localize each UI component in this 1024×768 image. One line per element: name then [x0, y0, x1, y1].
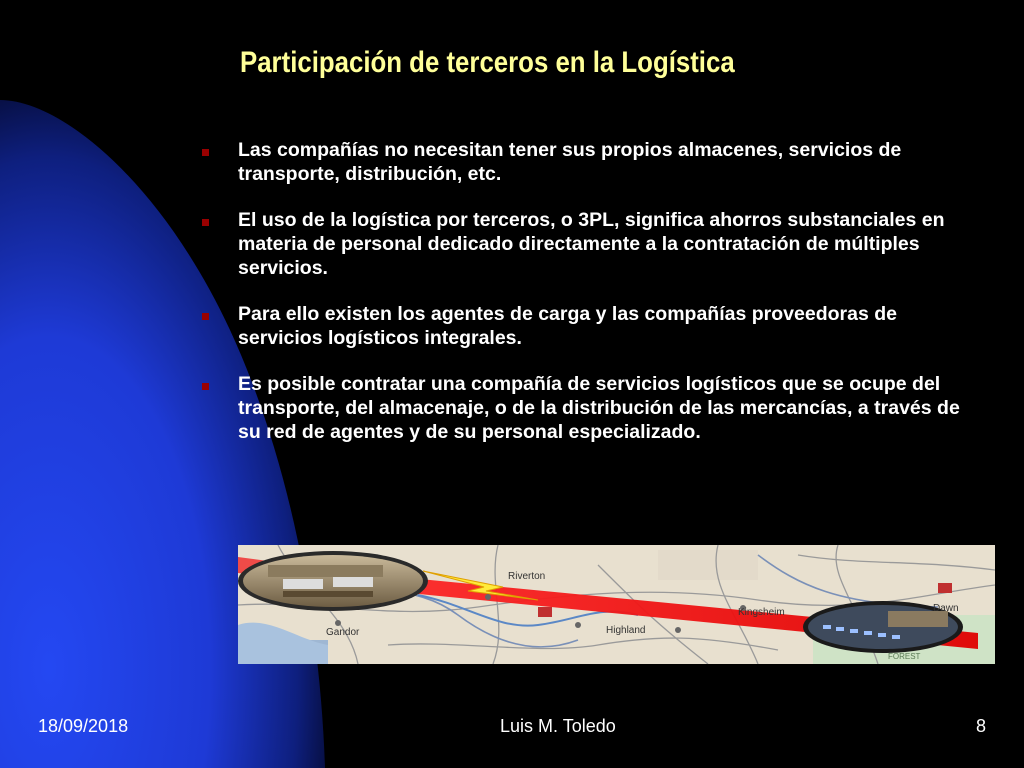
bullet-item	[200, 138, 960, 186]
footer-author: Luis M. Toledo	[500, 716, 616, 736]
map-label-gandor: Gandor	[326, 627, 360, 638]
map-label-forest: FOREST	[888, 652, 921, 661]
bullet-text: Es posible contratar una compañía de servicios logísticos que se ocupe del transporte, del almacenaje, o de la distribución de las mercancías, a través de su red de agentes y de su personal especializado.	[238, 373, 960, 443]
logistics-map-image	[238, 545, 995, 664]
footer-page-number: 8	[976, 716, 987, 736]
square-bullet-icon	[202, 383, 209, 390]
bullet-text: El uso de la logística por terceros, o 3PL, significa ahorros substanciales en materia de personal dedicado directamente a la contratación de múltiples servicios.	[238, 209, 945, 279]
bullet-item	[200, 208, 960, 280]
slide-title: Participación de terceros en la Logística	[240, 46, 735, 79]
bullet-list	[200, 138, 960, 466]
map-label-highland: Highland	[606, 625, 646, 636]
bullet-item	[200, 302, 960, 350]
bullet-text: Las compañías no necesitan tener sus propios almacenes, servicios de transporte, distribución, etc.	[238, 139, 902, 185]
map-label-kingsheim: Kingsheim	[738, 607, 785, 618]
map-label-riverton: Riverton	[508, 571, 546, 582]
square-bullet-icon	[202, 313, 209, 320]
square-bullet-icon	[202, 149, 209, 156]
map-label-dawn: Dawn	[933, 603, 959, 614]
footer-date: 18/09/2018	[38, 716, 129, 736]
bullet-text: Para ello existen los agentes de carga y las compañías proveedoras de servicios logísticos integrales.	[238, 303, 897, 349]
square-bullet-icon	[202, 219, 209, 226]
bullet-item	[200, 372, 960, 444]
